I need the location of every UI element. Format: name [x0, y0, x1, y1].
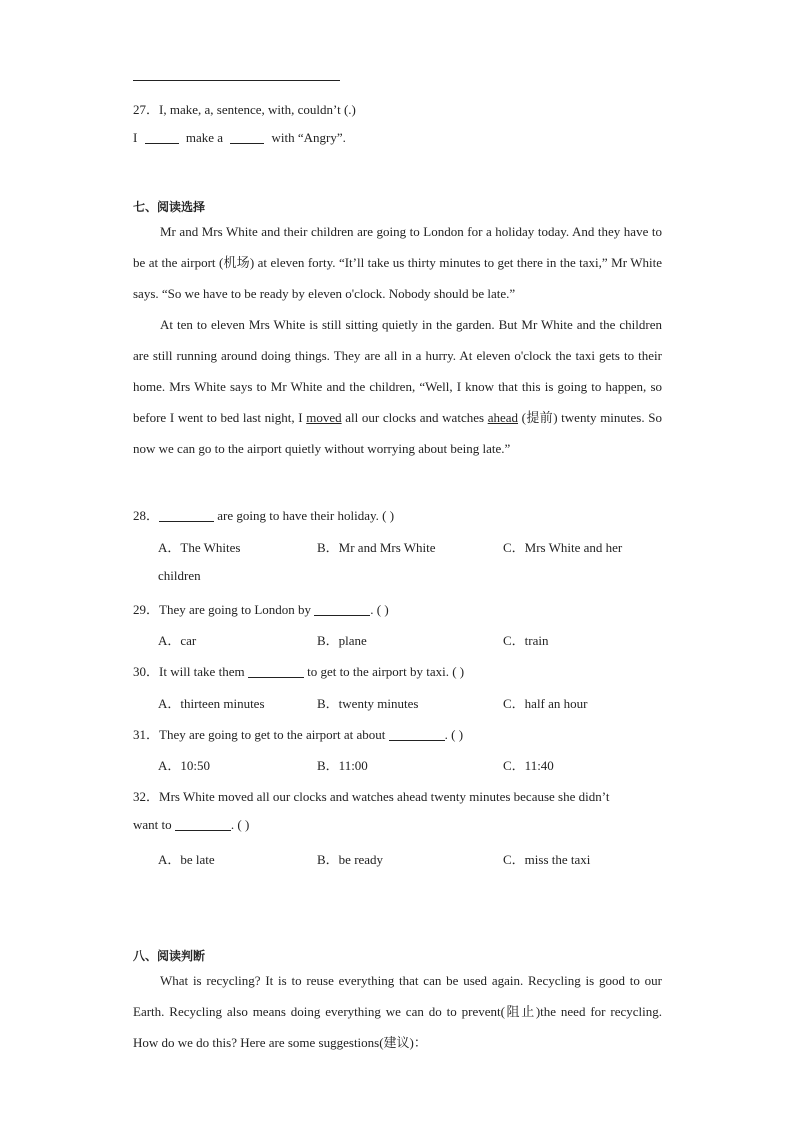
option-c[interactable]: C．miss the taxi	[503, 852, 591, 867]
answer-blank[interactable]	[389, 728, 445, 741]
option-b[interactable]: B．11:00	[317, 758, 368, 773]
answer-blank[interactable]	[248, 665, 304, 678]
underlined-word: moved	[306, 410, 342, 425]
option-c[interactable]: C．11:40	[503, 758, 554, 773]
answer-blank[interactable]	[145, 131, 179, 144]
question-28: 28． are going to have their holiday. ( )	[133, 508, 395, 523]
option-c[interactable]: C．half an hour	[503, 696, 588, 711]
answer-blank[interactable]	[230, 131, 264, 144]
option-c[interactable]: C．Mrs White and her	[503, 540, 623, 555]
option-a[interactable]: A．The Whites	[158, 540, 241, 555]
passage-paragraph: At ten to eleven Mrs White is still sitting quietly in the garden. But Mr White and the children are still running around doing things. They are all in a hurry. At eleven o'clock the taxi gets to their home. Mrs White says to Mr White and the children, “Well, I know that this is going to happen, so before I went to bed last night, I moved all our clocks and watches ahead (提前) twenty minutes. So now we can go to the airport quietly without worrying about being late.”	[133, 317, 662, 456]
answer-blank[interactable]	[159, 509, 214, 522]
question-31: 31．They are going to get to the airport at about . ( )	[133, 727, 464, 742]
section-title: 八、阅读判断	[133, 949, 206, 963]
passage-paragraph: Mr and Mrs White and their children are going to London for a holiday today. And they have to be at the airport (机场) at eleven forty. “It’ll take us thirty minutes to get there in the taxi,” Mr White says. “So we have to be ready by eleven o'clock. Nobody should be late.”	[133, 224, 662, 301]
option-b[interactable]: B．plane	[317, 633, 367, 648]
question-number: 27．	[133, 102, 160, 117]
option-b[interactable]: B．be ready	[317, 852, 384, 867]
underlined-word: ahead	[487, 410, 519, 425]
option-a[interactable]: A．10:50	[158, 758, 211, 773]
question-27	[133, 99, 356, 118]
option-c[interactable]: C．train	[503, 633, 549, 648]
option-a[interactable]: A．be late	[158, 852, 215, 867]
answer-blank[interactable]	[175, 818, 231, 831]
question-32-continued: want to . ( )	[133, 817, 250, 832]
question-30: 30．It will take them to get to the airport by taxi. ( )	[133, 664, 465, 679]
option-b[interactable]: B．twenty minutes	[317, 696, 419, 711]
reading-passage	[133, 216, 662, 464]
question-27-answer: I make a with “Angry”.	[133, 130, 346, 145]
passage-paragraph: What is recycling? It is to reuse everything that can be used again. Recycling is good to our Earth. Recycling also means doing everything we can do to prevent(阻止)the need for recycling. How do we do this? Here are some suggestions(建议)：	[133, 973, 662, 1050]
option-a[interactable]: A．car	[158, 633, 197, 648]
answer-blank[interactable]	[314, 603, 370, 616]
question-29: 29．They are going to London by . ( )	[133, 602, 389, 617]
option-c-continued: children	[158, 568, 201, 583]
option-b[interactable]: B．Mr and Mrs White	[317, 540, 436, 555]
reading-passage	[133, 965, 662, 1058]
section-title: 七、阅读选择	[133, 200, 206, 214]
question-32: 32．Mrs White moved all our clocks and watches ahead twenty minutes because she didn’t	[133, 789, 610, 804]
question-prompt: I, make, a, sentence, with, couldn’t (.)	[159, 102, 356, 117]
option-a[interactable]: A．thirteen minutes	[158, 696, 265, 711]
answer-line	[133, 80, 340, 81]
